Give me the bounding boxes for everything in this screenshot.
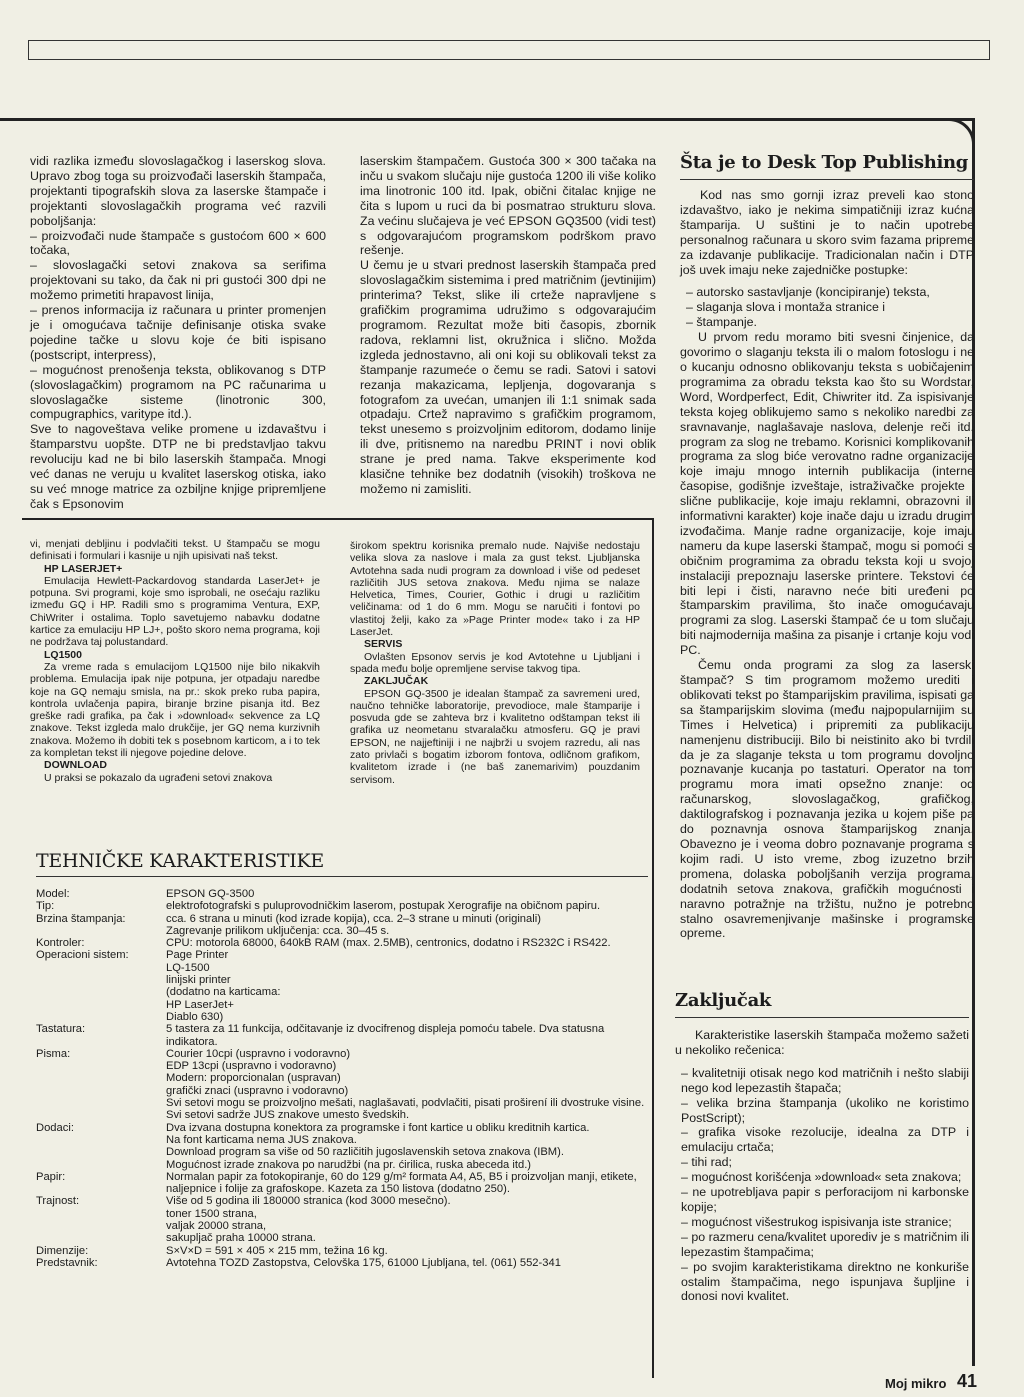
sidebar-dtp	[680, 152, 974, 941]
spec-value-line: Na font karticama nema JUS znakova.	[166, 1133, 357, 1146]
spec-value	[166, 913, 648, 938]
spec-key: Brzina štampanja:	[36, 912, 126, 925]
spec-key: Papir:	[36, 1170, 66, 1183]
sidebar-conclusion-rule	[675, 1017, 969, 1018]
sidebar-list-item: – grafika visoke rezolucije, idealna za DTP i emulaciju crtača;	[681, 1125, 969, 1155]
top-rule	[0, 118, 975, 121]
sidebar-dtp-title: Šta je to Desk Top Publishing	[680, 152, 969, 173]
subheading: SERVIS	[364, 638, 403, 651]
spec-key: Model:	[36, 888, 70, 900]
spec-value-line: HP LaserJet+	[166, 998, 234, 1011]
spec-value-line: LQ-1500	[166, 961, 210, 974]
spec-row	[36, 913, 648, 938]
spec-value	[166, 1122, 648, 1171]
col1-paragraph: Sve to nagoveštava velike promene u izdavaštvu i štamparstvu uopšte. DTP ne bi predstavljao takvu revoluciju kad ne bi bilo laserskih štampača. Mnogi već danas ne veruju u kvalitet laserskog otiska, iako su već mnoge matrice za ozbiljne knjige pripremljene čak s Epsonovim	[30, 422, 326, 511]
sidebar-list-item: – po svojim karakteristikama direktno ne konkuriše ostalim štampačima, nego ispunjava šupljine i donosi novi kvalitet.	[681, 1259, 969, 1304]
subheading: DOWNLOAD	[44, 759, 107, 772]
mid-vertical-rule	[652, 518, 654, 1378]
spec-value-line: Dva izvana dostupna konektora za programske i font kartice u obliku kreditnih kartica.	[166, 1121, 590, 1134]
col1-paragraph: vidi razlika između slovoslagačkog i laserskog slova. Upravo zbog toga su proizvođači laserskih štampača, projektanti tipografskih slova za laserske štampače i projektanti slovoslagačkih programa već razvili poboljšanja:	[30, 154, 326, 228]
col1-paragraph: – proizvođači nude štampače s gustoćom 600 × 600 točaka,	[30, 228, 326, 258]
col1-paragraph: – slovoslagački setovi znakova sa serifima projektovani su tako, da čak ni pri gustoći 300 dpi ne možemo primetiti hrapavost linija,	[30, 258, 326, 303]
spec-value	[166, 900, 648, 912]
spec-value-line: S×V×D = 591 × 405 × 215 mm, težina 16 kg.	[166, 1244, 388, 1257]
spec-value-line: Mogućnost izrade znakova po narudžbi (na pr. ćirilica, ruska abeceda itd.)	[166, 1158, 532, 1171]
spec-value-line: grafički znaci (uspravno i vodoravno)	[166, 1084, 349, 1097]
sidebar-list-item: – autorsko sastavljanje (koncipiranje) teksta,	[686, 285, 930, 300]
spec-row	[36, 1122, 648, 1171]
spec-value-line: 5 tastera za 11 funkcija, odčitavanje iz dvocifrenog displeja pomoću tabele. Dva statusna indikatora.	[166, 1023, 605, 1048]
spec-value-line: Zagrevanje prilikom uključenja: cca. 30–45 s.	[166, 924, 390, 937]
sidebar-list-item: – velika brzina štampanja (ukoliko ne koristimo PostScript);	[681, 1095, 969, 1125]
spec-key: Dimenzije:	[36, 1244, 89, 1257]
spec-row	[36, 949, 648, 1023]
small-paragraph: EPSON GQ-3500 je idealan štampač za savremeni ured, naučno tehničke laboratorije, prevodioce, male štamparije i posvuda gde se zahteva brz i kvalitetno odštampan tekst ili grafika uz neometanu stvaralačku atmosferu. GQ je pravi EPSON, ne najjeftiniji i ne najbrži u svojem razredu, ali nas zato privlači s bogatim izborom fontova, odličnom grafikom, kvalitetom izrade i (ne baš zanemarivim) pouzdanim servisom.	[350, 687, 640, 786]
specs-title: TEHNIČKE KARAKTERISTIKE	[36, 850, 324, 872]
sidebar-list-item: – kvalitetniji otisak nego kod matričnih i nešto slabiji nego kod lepezastih štapača;	[681, 1065, 969, 1095]
top-frame	[28, 40, 990, 60]
small-paragraph: Emulacija Hewlett-Packardovog standarda LaserJet+ je potpuna. Svi programi, koje smo isprobali, ne osećaju razliku između GQ i HP. Radili smo s programima Ventura, EXP, ChiWriter i ostalima. Toplo savetujemo nabavku dodatne kartice za emulaciju HP LJ+, pošto skoro nema programa, koji ne podržava taj polustandard.	[30, 574, 320, 649]
spec-key: Tip:	[36, 900, 55, 913]
sidebar-intro: Kod nas smo gornji izraz preveli kao stono izdavaštvo, iako je nekima simpatičniji izraz kućna štamparija. U suštini je to način upotrebe personalnog računara u skoro svim fazama pripreme za izdavanje publikacije. Tradicionalan način i DTP još uvek imaju neke zajedničke postupke:	[680, 188, 974, 277]
sidebar-list-item: – mogućnost višestrukog ispisivanja iste stranice;	[681, 1214, 952, 1229]
small-paragraph: širokom spektru korisnika premalo nude. Najviše nedostaju velika slova za naslove i mala za gust tekst. Ljubljanska Avtotehna sada nudi program za download i više od pedeset različitih JUS setova znakova. Među njima se nalaze Helvetica, Times, Courier, Gothic i drugi u različitim veličinama: od 1 do 6 mm. Mogu se naručiti i fontovi po vlastitoj želji, kako za »Page Printer mode« tako i za HP LaserJet.	[350, 540, 640, 639]
small-paragraph: Za vreme rada s emulacijom LQ1500 nije bilo nikakvih problema. Emulacija ipak nije potpuna, jer otpadaju naredbe koje na GQ nemaju smisla, na pr.: skok preko ruba papira, kontrola uvlačenja papira, biranje brzine pisanja itd. Bez greške radi grafika, pa čak i »download« sekvence za LQ znakove. Tekst izgleda malo drukčije, jer GQ nema kurzivnih znakova. Možemo ih dobiti tek s posebnom karticom, a i to tek za kompletan tekst ili njegove pojedine delove.	[30, 660, 320, 760]
sidebar-list-item: – tihi rad;	[681, 1155, 732, 1170]
spec-row	[36, 937, 648, 949]
sidebar-conclusion-body	[675, 1028, 969, 1304]
spec-value	[166, 1245, 648, 1257]
col1-paragraph: – prenos informacija iz računara u printer promenjen je i omogućava tačnije definisanje otiska svake pojedine tačke u slovu koje će biti ispisano (postscript, interpress),	[30, 303, 326, 362]
sidebar-conclusion	[675, 990, 969, 1304]
sidebar-list-item: – ne upotrebljava papir s perforacijom ni karbonske kopije;	[681, 1185, 969, 1214]
spec-value-line: Courier 10cpi (uspravno i vodoravno)	[166, 1047, 351, 1060]
spec-row	[36, 1195, 648, 1244]
spec-row	[36, 1257, 648, 1269]
sidebar-conclusion-title: Zaključak	[675, 990, 772, 1011]
spec-value-line: Modern: proporcionalan (uspravan)	[166, 1072, 341, 1085]
col1-paragraph: – mogućnost prenošenja teksta, oblikovanog s DTP (slovoslagačkim) programom na PC računarima u slovoslagačke sisteme (linotronic 300, compugraphics, varitype itd.).	[30, 362, 326, 422]
sidebar-paragraph: U prvom redu moramo biti svesni činjenice, da govorimo o slaganju teksta ili o malom fotoslogu i ne o kucanju odnosno oblikovanju teksta s uobičajenim programima za obradu teksta kao što su Wordstar, Word, Wordperfect, Edit, Chiwriter itd. Za ispisivanje teksta kojeg oblikujemo samo s nekoliko naredbi za sravnavanje, naglašavaje naslova, delenje reči itd. program za slog ne trebamo. Korisnici komplikovanih programa za slog biće verovatno radne organizacije koje imaju mnogo internih publikacija (interne časopise, godišnje izveštaje, istraživačke projekte i slične publikacije, koje imaju reklamni, obrazovni ili informativni karakter) koje inače daju u izradu drugim izvođačima. Manje radne organizacije, koje imaju nameru da kupe laserski štampač, mogu si pomoći s običnim programima za obradu teksta koji u svojoj instalaciji prepoznaju laserske printere. Tekstovi će biti lepi i čisti, naravno neće biti uređeni po štamparskim pravilima, što inače omogućavaju programi za slog. Laserski štampač će u tom slučaju biti najmodernija mašina za pisanje i crtanje koju vodi PC.	[680, 330, 974, 658]
spec-value	[166, 937, 648, 949]
spec-value-line: EDP 13cpi (uspravno i vodoravno)	[166, 1060, 337, 1073]
small-paragraph: vi, menjati debljinu i podvlačiti tekst. U štampaču se mogu definisati i formulari i kasnije u njih upisivati naš tekst.	[30, 538, 320, 563]
spec-value-line: Normalan papir za fotokopiranje, 60 do 129 g/m² formata A4, A5, B5 i proizvoljan manji, etikete, naljepnice i folije za grafoskope. Kazeta za 150 listova (dodatno 250).	[166, 1170, 637, 1196]
sidebar-paragraph: Čemu onda programi za slog za laserski štampač? S tim programom možemo urediti i oblikovati tekst po štamparijskim pravilima, ispisati ga sa štamparijskim slovima (među najpopularnijim su Times i Helvetica) i pripremiti za publikaciju namenjenu distribuciji. Bilo bi neistinito ako bi tvrdili da je za slaganje teksta u tom programu dovoljno poznavanje kucanja po tastaturi. Operator na tom programu mora imati opsežno znanje: od računarskog, slovoslagačkog, grafičkog, daktilografskog i poznavanja jezika u kojem piše pa do poznavnja osnova štamparijskog znanja. Obavezno je i veoma dobro poznavanje programa s kojim radi. U isto vreme, zbog izuzetno brzih promena, dolaska poboljšanih verzija programa, dodatnih setova znakova, grafičkih mogućnosti i naravno potražnje na tržištu, nužno je potrebno stalno osavremenjivanje mašinske i programske opreme.	[680, 658, 974, 941]
spec-value-line: sakupljač praha 10000 strana.	[166, 1232, 316, 1245]
page-number: 41	[957, 1371, 978, 1391]
spec-key: Predstavnik:	[36, 1256, 98, 1269]
spec-value-line: linijski printer	[166, 974, 231, 987]
subheading: LQ1500	[44, 648, 82, 661]
small-paragraph: U praksi se pokazalo da ugrađeni setovi znakova	[44, 771, 273, 784]
spec-value-line: cca. 6 strana u minuti (kod izrade kopija), cca. 2–3 strane u minuti (originali)	[166, 912, 541, 925]
spec-value	[166, 1023, 648, 1048]
article-column-1	[30, 154, 326, 512]
spec-key: Trajnost:	[36, 1195, 80, 1208]
col2-paragraph: U čemu je u stvari prednost laserskih štampača pred slovoslagačkim sistemima i pred matričnim (jevtinijim) printerima? Tekst, slike ili crteže napravljene s grafičkim programima udružimo s odgovarajućim programom. Rezultat može biti časopis, zbornik radova, reklamni list, okružnica i slično. Možda izgleda jednostavno, ali oni koji su oblikovali tekst za štampanje razumeće o čemu se radi. Satovi i satovi rezanja makazicama, lepljenja, dogovaranja s fotografom za uvećan, umanjen ili 1:1 snimak sada otpadaju. Crtež napravimo s grafičkim programom, tekst unesemo s proizvoljnim editorom, dodamo linije ili dve, pritisnemo na naredbu PRINT i novi oblik strane je pred nama. Takve eksperimente kod klasične tehnike bez dodatnih (visokih) troškova ne možemo ni zamisliti.	[360, 258, 656, 496]
spec-value-line: Svi setovi mogu se proizvoljno mešati, naglašavati, podvlačiti, pisati proširení ili dvostruke visine.	[166, 1097, 645, 1110]
spec-key: Tastatura:	[36, 1023, 86, 1036]
sidebar-list-item: – slaganja slova i montaža stranice i	[686, 300, 886, 315]
test-text-column-1	[30, 538, 320, 784]
spec-value	[166, 1195, 648, 1244]
spec-value-line: valjak 20000 strana,	[166, 1220, 267, 1233]
spec-value-line: CPU: motorola 68000, 640kB RAM (max. 2.5MB), centronics, dodatno i RS232C i RS422.	[166, 937, 611, 950]
spec-row	[36, 1023, 648, 1048]
sidebar-dtp-rule	[680, 179, 974, 180]
spec-row	[36, 1048, 648, 1122]
spec-value-line: Page Printer	[166, 949, 229, 962]
spec-value-line: Diablo 630)	[166, 1010, 224, 1023]
subheading: ZAKLJUČAK	[364, 675, 429, 688]
spec-key: Operacioni sistem:	[36, 949, 129, 962]
spec-value-line: Svi setovi sadrže JUS znakove umesto švedskih.	[166, 1109, 410, 1122]
subheading: HP LASERJET+	[44, 562, 123, 575]
spec-value	[166, 1171, 648, 1196]
sidebar-intro: Karakteristike laserskih štampača možemo sažeti u nekoliko rečenica:	[675, 1028, 969, 1057]
sidebar-list-item: – mogućnost korišćenja »download« seta znakova;	[681, 1170, 962, 1185]
specs-header	[36, 850, 648, 877]
spec-value	[166, 1257, 648, 1269]
magazine-name: Moj mikro	[885, 1376, 947, 1391]
spec-value	[166, 888, 648, 900]
spec-key: Pisma:	[36, 1047, 71, 1060]
sidebar-list-item: – po razmeru cena/kvalitet uporediv je s matričnim ili lepezastim štampačima;	[681, 1229, 969, 1259]
spec-value-line: Avtotehna TOZD Zastopstva, Celovška 175, 61000 Ljubljana, tel. (061) 552-341	[166, 1256, 561, 1269]
spec-row	[36, 1245, 648, 1257]
spec-value-line: Download program sa više od 50 različitih jugoslavenskih setova znakova (IBM).	[166, 1146, 564, 1159]
spec-row	[36, 1171, 648, 1196]
specs-rule	[36, 876, 648, 877]
spec-value-line: EPSON GQ-3500	[166, 888, 255, 900]
frame-corner	[940, 118, 975, 153]
col2-paragraph: laserskim štampačem. Gustoća 300 × 300 tačaka na inču u svakom slučaju nije gustoća 1200 ili više koliko ima linotronic 100 itd. Ipak, obični čitalac knjige ne čita s lupom u ruci da bi posmatrao strukturu slova. Za većinu slučajeva je već EPSON GQ3500 (vidi test) s odgovarajućom programskom podrškom pravo rešenje.	[360, 154, 656, 258]
mid-frame	[22, 518, 654, 530]
spec-row	[36, 900, 648, 912]
spec-row	[36, 888, 648, 900]
article-column-2	[360, 154, 656, 497]
spec-value-line: Više od 5 godina ili 180000 stranica (kod 3000 mesečno).	[166, 1195, 451, 1208]
test-text-column-2	[350, 540, 640, 786]
sidebar-list-item: – štampanje.	[686, 315, 757, 330]
spec-value-line: elektrofotografski s puluprovodničkim laserom, postupak Xerografije na običnom papiru.	[166, 900, 601, 913]
specs-table	[36, 888, 648, 1269]
spec-value	[166, 1048, 648, 1122]
spec-value-line: toner 1500 strana,	[166, 1207, 257, 1220]
spec-key: Dodaci:	[36, 1121, 74, 1134]
spec-value	[166, 949, 648, 1023]
sidebar-dtp-body	[680, 188, 974, 941]
spec-key: Kontroler:	[36, 937, 85, 950]
small-paragraph: Ovlašten Epsonov servis je kod Avtotehne u Ljubljani i spada među bolje opremljene servise takvog tipa.	[350, 650, 640, 675]
spec-value-line: (dodatno na karticama:	[166, 986, 281, 999]
